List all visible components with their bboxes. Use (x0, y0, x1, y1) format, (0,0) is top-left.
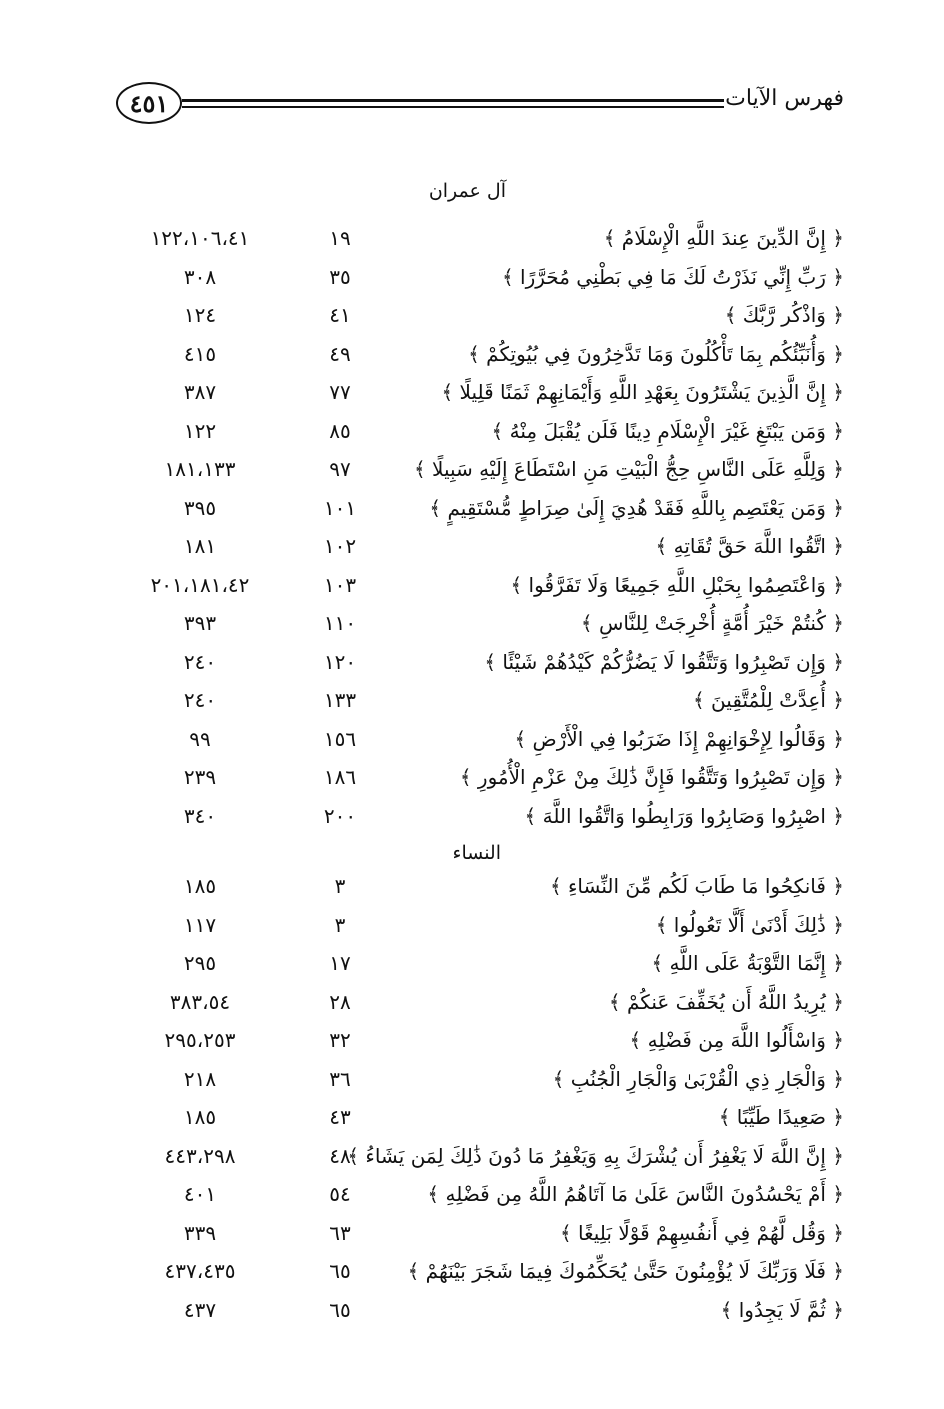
verse-text: ﴿ إِنَّ اللَّهَ لَا يَغْفِرُ أَن يُشْرَكَ بِهِ وَيَغْفِرُ مَا دُونَ ذَٰلِكَ لِمَن يَشَاءُ ﴾ (347, 1143, 844, 1168)
verse-text: ﴿ ثُمَّ لَا يَجِدُوا ﴾ (720, 1297, 844, 1322)
index-row (0, 951, 944, 985)
section-title: آل عمران (428, 180, 506, 202)
verse-text: ﴿ وَمَن يَعْتَصِم بِاللَّهِ فَقَدْ هُدِيَ إِلَىٰ صِرَاطٍ مُّسْتَقِيمٍ ﴾ (429, 495, 844, 520)
page-references: ١٢٤ (183, 303, 217, 327)
page-references: ١٨١،١٣٣ (164, 457, 236, 481)
page-references: ٣٩٣ (183, 611, 217, 635)
page-references: ٤٤٣،٢٩٨ (164, 1143, 236, 1168)
page-references: ١٨٥ (183, 1105, 217, 1129)
ayah-number: ٥٤ (329, 1182, 351, 1206)
verse-text: ﴿ رَبِّ إِنِّي نَذَرْتُ لَكَ مَا فِي بَطْنِي مُحَرَّرًا ﴾ (501, 264, 844, 289)
verse-text: ﴿ وَاذْكُر رَّبَّكَ ﴾ (724, 303, 844, 327)
verse-text: ﴿ وَمَن يَبْتَغِ غَيْرَ الْإِسْلَامِ دِينًا فَلَن يُقْبَلَ مِنْهُ ﴾ (491, 418, 844, 443)
verse-text: ﴿ وَاعْتَصِمُوا بِحَبْلِ اللَّهِ جَمِيعًا وَلَا تَفَرَّقُوا ﴾ (510, 572, 844, 597)
ayah-number: ٤٨ (329, 1143, 351, 1168)
verse-text: ﴿ وَالْجَارِ ذِي الْقُرْبَىٰ وَالْجَارِ الْجُنُبِ ﴾ (552, 1066, 844, 1091)
verse-text: ﴿ وَاسْأَلُوا اللَّهَ مِن فَضْلِهِ ﴾ (629, 1028, 844, 1052)
ayah-number: ٦٥ (329, 1297, 351, 1322)
page-references: ٢٣٩ (183, 765, 217, 789)
ayah-number: ٣٦ (329, 1066, 351, 1091)
header-rule-thin (182, 106, 724, 108)
page-references: ٢٩٥،٢٥٣ (164, 1028, 236, 1052)
ayah-number: ٢٠٠ (323, 803, 357, 828)
section-title: النساء (452, 842, 501, 864)
ayah-number: ٣٢ (329, 1028, 351, 1052)
index-row (0, 1298, 944, 1332)
page-references: ٤٣٧ (183, 1297, 217, 1322)
ayah-number: ٣٥ (329, 264, 351, 289)
index-row (0, 496, 944, 530)
index-row (0, 1144, 944, 1178)
page-references: ٢١٨ (183, 1066, 217, 1091)
page-references: ٢٩٥ (183, 951, 217, 975)
page-references: ٤٠١ (183, 1182, 217, 1206)
ayah-number: ٣ (334, 874, 346, 898)
verse-text: ﴿ إِنَّ الَّذِينَ يَشْتَرُونَ بِعَهْدِ اللَّهِ وَأَيْمَانِهِمْ ثَمَنًا قَلِيلًا ﴾ (441, 380, 844, 404)
index-row (0, 573, 944, 607)
page-title: فهرس الآيات (725, 86, 844, 111)
ayah-number: ٦٣ (329, 1220, 351, 1245)
page-references: ٣٩٥ (183, 495, 217, 520)
index-row (0, 1221, 944, 1255)
page-references: ٢٤٠ (183, 649, 217, 674)
verse-text: ﴿ أُعِدَّتْ لِلْمُتَّقِينَ ﴾ (692, 688, 844, 712)
ayah-number: ٤٣ (329, 1105, 351, 1129)
page-references: ٩٩ (189, 726, 211, 751)
ayah-number: ١٧ (329, 951, 351, 975)
verse-text: ﴿ إِنَّمَا التَّوْبَةُ عَلَى اللَّهِ ﴾ (651, 951, 844, 975)
ayah-number: ١٠٢ (323, 534, 357, 558)
ayah-number: ١٠٣ (323, 572, 357, 597)
page-references: ١٢٢ (183, 418, 217, 443)
index-row (0, 1028, 944, 1062)
page-references: ٣٣٩ (183, 1220, 217, 1245)
ayah-number: ١٢٠ (323, 649, 357, 674)
ayah-number: ٤٩ (329, 341, 351, 366)
ayah-number: ١٨٦ (323, 765, 357, 789)
page-references: ٢٤٠ (183, 688, 217, 712)
ayah-number: ٣ (334, 912, 346, 937)
index-row (0, 419, 944, 453)
page-references: ٣٨٣،٥٤ (169, 989, 231, 1014)
verse-text: ﴿ اصْبِرُوا وَصَابِرُوا وَرَابِطُوا وَاتَّقُوا اللَّهَ ﴾ (524, 803, 844, 828)
verse-text: ﴿ صَعِيدًا طَيِّبًا ﴾ (718, 1105, 844, 1129)
index-row (0, 804, 944, 838)
index-row (0, 650, 944, 684)
verse-text: ﴿ وَأُنَبِّئُكُم بِمَا تَأْكُلُونَ وَمَا تَدَّخِرُونَ فِي بُيُوتِكُمْ ﴾ (468, 341, 844, 366)
verse-text: ﴿ وَإِن تَصْبِرُوا وَتَتَّقُوا فَإِنَّ ذَٰلِكَ مِنْ عَزْمِ الْأُمُورِ ﴾ (459, 765, 844, 789)
verse-text: ﴿ فَلَا وَرَبِّكَ لَا يُؤْمِنُونَ حَتَّىٰ يُحَكِّمُوكَ فِيمَا شَجَرَ بَيْنَهُمْ ﴾ (407, 1259, 844, 1283)
page-references: ٣٨٧ (183, 380, 217, 404)
ayah-number: ٢٨ (329, 989, 351, 1014)
page-references: ١٨٥ (183, 874, 217, 898)
index-row (0, 457, 944, 491)
page-number: ٤٥١ (116, 82, 182, 124)
index-row (0, 1105, 944, 1139)
index-row (0, 380, 944, 414)
index-row (0, 611, 944, 645)
ayah-number: ٨٥ (329, 418, 351, 443)
index-row (0, 1182, 944, 1216)
page-references: ٢٠١،١٨١،٤٢ (150, 572, 250, 597)
index-row (0, 1259, 944, 1293)
ayah-number: ١١٠ (323, 611, 357, 635)
ayah-number: ٤١ (329, 303, 351, 327)
verse-text: ﴿ إِنَّ الدِّينَ عِندَ اللَّهِ الْإِسْلَامُ ﴾ (603, 226, 844, 250)
index-row (0, 342, 944, 376)
verse-text: ﴿ وَقُل لَّهُمْ فِي أَنفُسِهِمْ قَوْلًا بَلِيغًا ﴾ (559, 1220, 844, 1245)
ayah-number: ٧٧ (329, 380, 351, 404)
page-header (0, 0, 944, 140)
index-row (0, 727, 944, 761)
ayah-number: ١٥٦ (323, 726, 357, 751)
verse-text: ﴿ اتَّقُوا اللَّهَ حَقَّ تُقَاتِهِ ﴾ (655, 534, 844, 558)
ayah-number: ١٠١ (323, 495, 357, 520)
ayah-number: ١٣٣ (323, 688, 357, 712)
page-references: ١٢٢،١٠٦،٤١ (150, 226, 250, 250)
index-row (0, 874, 944, 908)
header-rule (182, 99, 724, 102)
index-row (0, 303, 944, 337)
verse-text: ﴿ فَانكِحُوا مَا طَابَ لَكُم مِّنَ النِّسَاءِ ﴾ (549, 874, 844, 898)
page-references: ١٨١ (183, 534, 217, 558)
index-row (0, 265, 944, 299)
page-references: ٣٠٨ (183, 264, 217, 289)
ayah-number: ٩٧ (329, 457, 351, 481)
verse-text: ﴿ وَلِلَّهِ عَلَى النَّاسِ حِجُّ الْبَيْتِ مَنِ اسْتَطَاعَ إِلَيْهِ سَبِيلًا ﴾ (413, 457, 844, 481)
index-row (0, 765, 944, 799)
page-references: ٤٣٧،٤٣٥ (164, 1259, 236, 1283)
index-row (0, 913, 944, 947)
page-references: ٣٤٠ (183, 803, 217, 828)
verse-text: ﴿ كُنتُمْ خَيْرَ أُمَّةٍ أُخْرِجَتْ لِلنَّاسِ ﴾ (580, 611, 844, 635)
ayah-number: ٦٥ (329, 1259, 351, 1283)
ayah-number: ١٩ (329, 226, 351, 250)
verse-text: ﴿ يُرِيدُ اللَّهُ أَن يُخَفِّفَ عَنكُمْ ﴾ (608, 989, 844, 1014)
index-row (0, 226, 944, 260)
verse-text: ﴿ وَإِن تَصْبِرُوا وَتَتَّقُوا لَا يَضُرُّكُمْ كَيْدُهُمْ شَيْئًا ﴾ (484, 649, 844, 674)
page-references: ١١٧ (183, 912, 217, 937)
verse-text: ﴿ أَمْ يَحْسُدُونَ النَّاسَ عَلَىٰ مَا آتَاهُمُ اللَّهُ مِن فَضْلِهِ ﴾ (427, 1182, 844, 1206)
index-row (0, 1067, 944, 1101)
index-row (0, 688, 944, 722)
index-row (0, 990, 944, 1024)
index-row (0, 534, 944, 568)
verse-text: ﴿ ذَٰلِكَ أَدْنَىٰ أَلَّا تَعُولُوا ﴾ (655, 912, 844, 937)
verse-text: ﴿ وَقَالُوا لِإِخْوَانِهِمْ إِذَا ضَرَبُوا فِي الْأَرْضِ ﴾ (514, 726, 844, 751)
page-references: ٤١٥ (183, 341, 217, 366)
